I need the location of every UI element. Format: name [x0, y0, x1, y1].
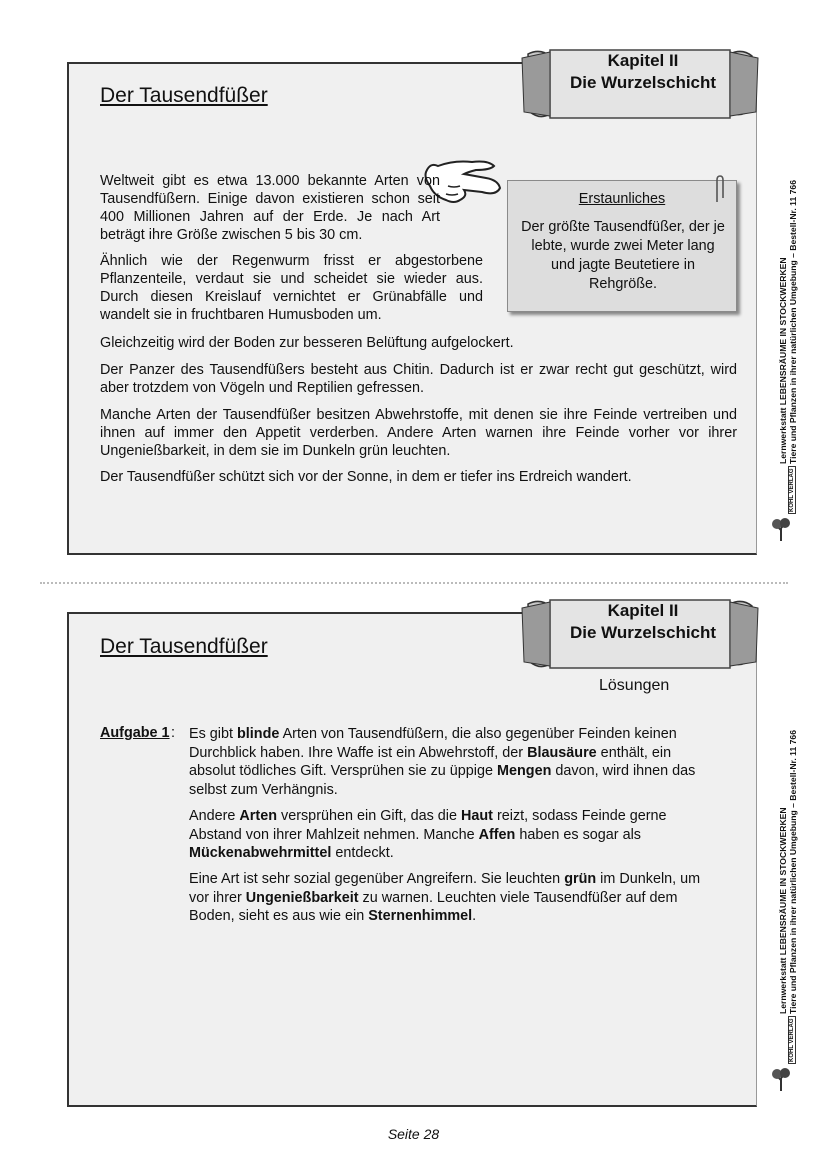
answer-paragraph [189, 725, 711, 799]
chapter-label: Kapitel II [607, 601, 679, 620]
answer-text: Andere [189, 808, 240, 824]
answer-text: enthält, ein absolut tödliches Gift. Versprühen sie zu üppige [189, 744, 672, 779]
paragraph: Der Panzer des Tausendfüßers besteht aus Chitin. Dadurch ist er zwar recht gut geschützt, wird aber trotzdem von Vögeln und Reptilien gefressen. [100, 362, 737, 396]
chapter-subtitle: Die Wurzelschicht [569, 73, 717, 92]
paragraph: Gleichzeitig wird der Boden zur besseren Belüftung aufgelockert. [100, 335, 514, 351]
answer-keyword: grün [564, 871, 597, 887]
publisher-sidebar [760, 62, 814, 555]
paragraph: Ähnlich wie der Regenwurm frisst er abgestorbene Pflanzenteile, verdaut sie und scheidet sie wieder aus. Durch diesen Kreislauf vernichtet er Grünabfälle und wandelt sie in fruchtbaren Humusboden um. [100, 253, 483, 323]
task-label: Aufgabe 1 [100, 725, 170, 741]
answer-keyword: blinde [237, 726, 280, 742]
answer-keyword: Mückenabwehrmittel [189, 845, 332, 861]
answer-keyword: Sternenhimmel [368, 908, 473, 924]
note-title: Erstaunliches [578, 191, 666, 207]
chapter-subtitle: Die Wurzelschicht [569, 623, 717, 642]
answer-paragraph [189, 807, 711, 863]
chapter-banner [520, 598, 760, 672]
answer-paragraph [189, 870, 711, 926]
answer-keyword: Affen [478, 826, 516, 843]
sidebar-series: Lernwerkstatt LEBENSRÄUME IN STOCKWERKEN [778, 257, 788, 464]
answer-text: Eine Art ist sehr sozial gegenüber Angreifern. Sie leuchten [189, 871, 565, 887]
answer-text: haben es sogar als [515, 826, 641, 843]
intro-paragraph: Weltweit gibt es etwa 13.000 bekannte Arten von Tausendfüßern. Einige davon existieren schon seit 400 Millionen Jahren auf der Erde. Je nach Art beträgt ihre Größe zwischen 5 bis 30 cm. [100, 173, 440, 243]
answer-keyword: Haut [460, 808, 493, 824]
answer-text: im Dunkeln, um vor ihrer [189, 871, 701, 906]
chapter-label: Kapitel II [607, 51, 679, 70]
card-title: Der Tausendfüßer [100, 84, 268, 107]
answer-text: entdeckt. [331, 845, 394, 861]
sidebar-series: Lernwerkstatt LEBENSRÄUME IN STOCKWERKEN [778, 807, 788, 1014]
answer-text: zu warnen. Leuchten viele Tausendfüßer auf dem Boden, sieht es aus wie ein [189, 889, 678, 924]
paragraph: Manche Arten der Tausendfüßer besitzen Abwehrstoffe, mit denen sie ihre Feinde vertreiben und ihnen auf immer den Appetit verderben. Andere Arten warnen ihre Feinde vorher vor ihrer Ungenießbarkeit, in dem sie im Dunkeln grün leuchten. [100, 407, 737, 459]
answer-text: Arten von Tausendfüßern, die also gegenüber Feinden keinen Durchblick haben. Ihre Waffe ist ein Abwehrstoff, der [189, 726, 677, 761]
answer-text: Es gibt [189, 726, 237, 742]
answer-text: versprühen ein Gift, das die [277, 808, 461, 824]
paragraph: Der Tausendfüßer schützt sich vor der Sonne, in dem er tiefer ins Erdreich wandert. [100, 469, 632, 485]
answer-keyword: Blausäure [527, 744, 597, 761]
answer-keyword: Ungenießbarkeit [245, 889, 359, 906]
task-colon: : [171, 725, 175, 741]
note-body: Der größte Tausendfüßer, der je lebte, wurde zwei Meter lang und jagte Beutetiere in Rehgröße. [521, 219, 725, 292]
sidebar-order: Tiere und Pflanzen in ihrer natürlichen Umgebung – Bestell-Nr. 11 766 [788, 180, 798, 464]
answer-keyword: Arten [239, 808, 277, 824]
publisher-logo: KOHL VERLAG [789, 468, 795, 512]
tree-logo-icon [770, 1066, 792, 1092]
card-title: Der Tausendfüßer [100, 635, 268, 658]
sidebar-order: Tiere und Pflanzen in ihrer natürlichen Umgebung – Bestell-Nr. 11 766 [788, 730, 798, 1014]
answer-text: . [472, 908, 477, 924]
fact-note [507, 180, 737, 312]
page-number: Seite 28 [387, 1126, 440, 1142]
answer-text: davon, wird ihnen das selbst zum Verhängnis. [189, 763, 696, 798]
solution-card [67, 601, 757, 1107]
tree-logo-icon [770, 516, 792, 542]
answer-keyword: Mengen [497, 763, 552, 779]
publisher-sidebar [760, 612, 814, 1107]
cut-line [40, 582, 788, 584]
solutions-heading: Lösungen [599, 677, 670, 694]
publisher-logo: KOHL VERLAG [789, 1018, 795, 1062]
chapter-banner [520, 48, 760, 122]
answer-text: reizt, sodass Feinde gerne Abstand von ihrer Mahlzeit nehmen. Manche [189, 808, 667, 843]
info-card [67, 51, 757, 555]
